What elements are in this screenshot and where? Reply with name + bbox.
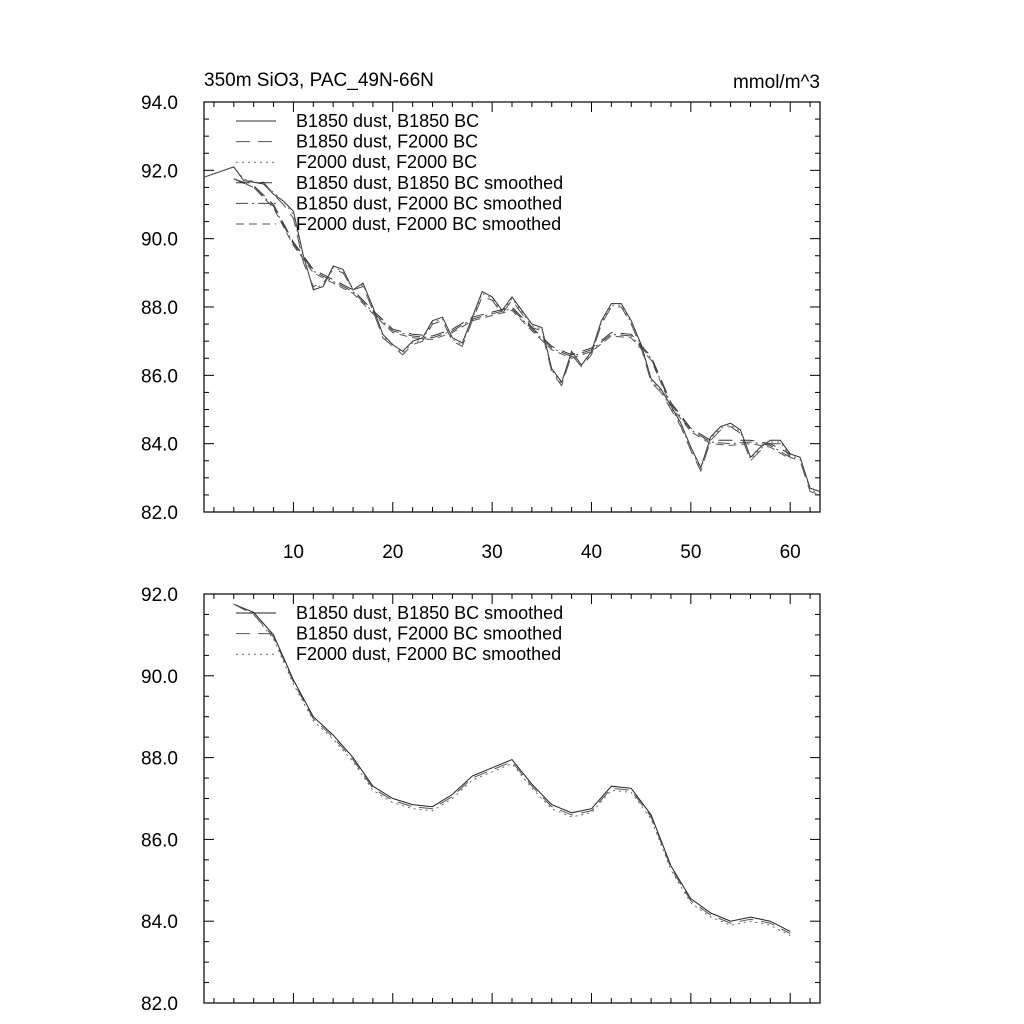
y-tick-label: 88.0 <box>141 298 178 319</box>
y-tick-label: 86.0 <box>141 830 178 852</box>
legend-label: F2000 dust, F2000 BC smoothed <box>296 214 562 234</box>
legend-label: B1850 dust, F2000 BC smoothed <box>296 623 563 644</box>
legend-label: B1850 dust, B1850 BC smoothed <box>296 603 564 623</box>
y-tick-label: 92.0 <box>141 161 178 183</box>
y-tick-label: 90.0 <box>141 666 178 688</box>
y-tick-label: 82.0 <box>141 994 178 1015</box>
y-tick-label: 82.0 <box>141 503 178 524</box>
chart-title: 350m SiO3, PAC_49N-66N <box>204 70 434 91</box>
x-tick-label: 60 <box>779 542 801 563</box>
x-tick-label: 30 <box>481 542 503 563</box>
bottom-panel <box>141 585 820 1015</box>
x-tick-label: 40 <box>580 542 603 563</box>
units-label: mmol/m^3 <box>732 72 820 93</box>
legend-label: F2000 dust, F2000 BC smoothed <box>296 644 562 665</box>
y-tick-label: 84.0 <box>141 912 178 934</box>
legend-label: B1850 dust, F2000 BC smoothed <box>296 193 563 214</box>
y-tick-label: 90.0 <box>141 229 178 251</box>
y-tick-label: 84.0 <box>141 434 178 456</box>
x-tick-label: 10 <box>282 542 304 563</box>
legend-label: F2000 dust, F2000 BC <box>296 152 478 173</box>
y-tick-label: 88.0 <box>141 748 178 770</box>
legend-label: B1850 dust, B1850 BC smoothed <box>296 172 564 193</box>
y-tick-label: 86.0 <box>141 366 178 388</box>
x-tick-label: 20 <box>382 542 404 563</box>
y-tick-label: 92.0 <box>141 585 178 606</box>
x-tick-label: 50 <box>680 542 702 563</box>
legend-label: B1850 dust, B1850 BC <box>296 111 480 131</box>
legend-label: B1850 dust, F2000 BC <box>296 131 479 152</box>
top-panel <box>141 70 820 563</box>
y-tick-label: 94.0 <box>141 93 178 114</box>
